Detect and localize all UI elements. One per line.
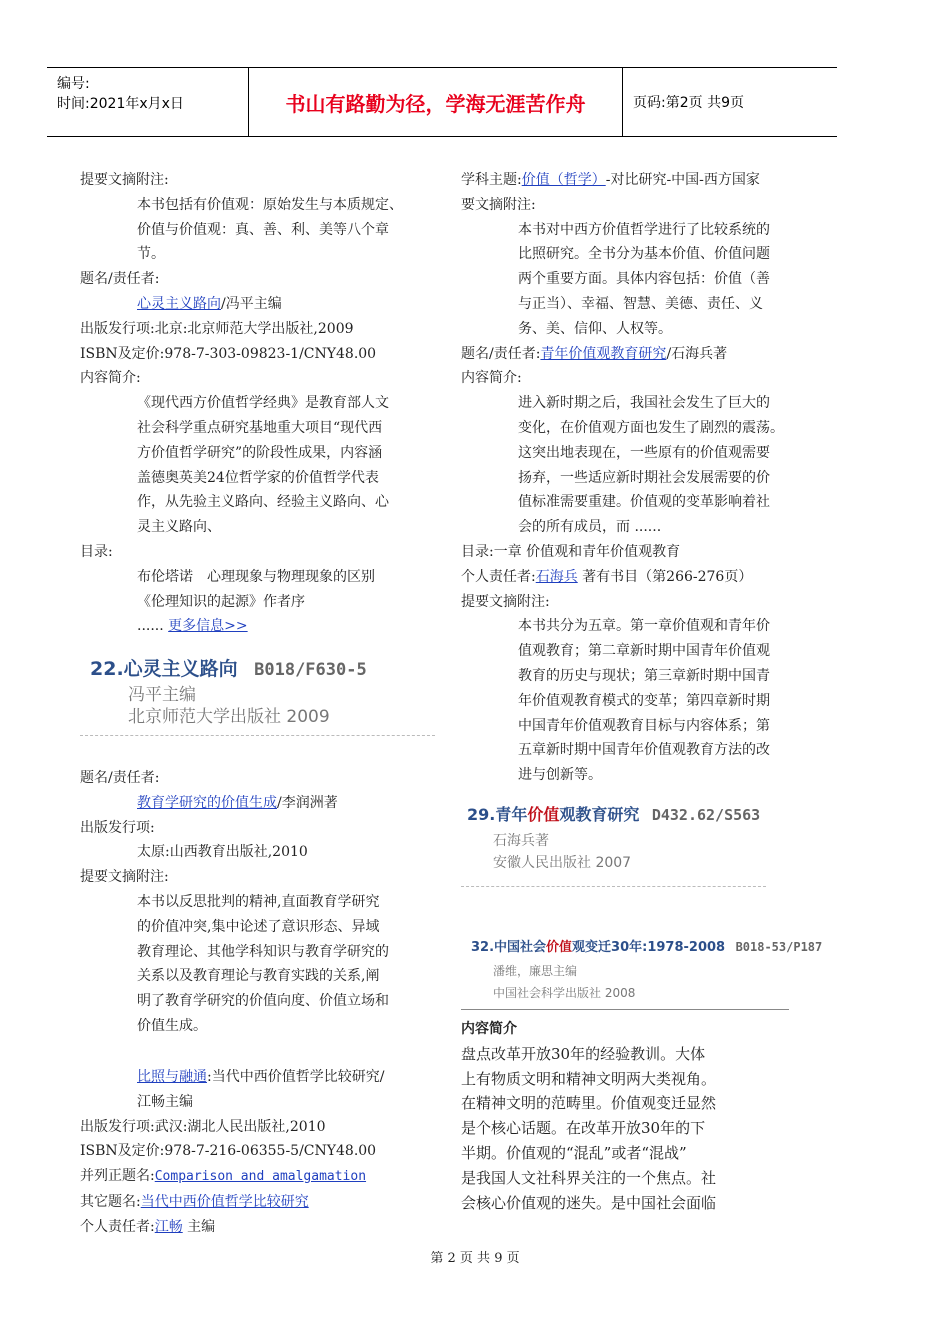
banner-author: 潘维，廉思主编 — [493, 964, 578, 978]
more-line — [80, 614, 450, 639]
text-span: 32.中国社会 — [471, 940, 547, 955]
page-number-label: 页码:第2页 共9页 — [633, 95, 744, 111]
text-line: 盘点改革开放30年的经验教训。大体 — [461, 1044, 706, 1063]
text-span: 价值 — [546, 940, 573, 955]
text-line: 题名/责任者: — [80, 271, 160, 288]
text-line: 目录:一章 价值观和青年价值观教育 — [461, 543, 681, 560]
book-title-link[interactable]: 青年价值观教育研究 — [540, 345, 667, 362]
text-line: 《现代西方价值哲学经典》是教育部人文 — [137, 395, 389, 412]
text-line: 社会科学重点研究基地重大项目“现代西 — [137, 419, 383, 436]
title-line — [80, 1065, 450, 1090]
text-span: 观教育研究 — [559, 805, 640, 824]
header-meta — [57, 74, 247, 114]
divider — [80, 735, 435, 736]
parallel-title-link[interactable]: Comparison and amalgamation — [154, 1169, 367, 1185]
text-span: 著有书目（第266-276页） — [577, 568, 753, 585]
right-column-intro — [461, 1017, 751, 1215]
text-line: 节。 — [137, 246, 165, 263]
text-line: 关系以及教育理论与教育实践的关系,阐 — [137, 968, 380, 985]
text-line: 出版发行项:北京:北京师范大学出版社,2009 — [80, 320, 354, 337]
page-footer: 第 2 页 共 9 页 — [430, 1251, 520, 1266]
text-line: 比照研究。全书分为基本价值、价值问题 — [518, 246, 770, 263]
text-line: 是个核心话题。在改革开放30年的下 — [461, 1119, 706, 1138]
text-line: 值标准需要重建。价值观的变革影响着社 — [518, 494, 770, 511]
book-title-link[interactable]: 教育学研究的价值生成 — [137, 794, 277, 811]
text-line: 《伦理知识的起源》作者序 — [137, 593, 305, 610]
text-span: /李润洲著 — [277, 794, 338, 811]
subject-link[interactable]: 价值（哲学） — [521, 172, 606, 188]
text-line: 的价值冲突,集中论述了意识形态、异域 — [137, 918, 380, 935]
book-banner — [461, 798, 771, 878]
text-line: 提要文摘附注: — [80, 172, 169, 188]
text-line: 变化，在价值观方面也发生了剧烈的震荡。 — [518, 419, 784, 436]
text-line: ISBN及定价:978-7-216-06355-5/CNY48.00 — [80, 1143, 377, 1160]
number-label: 编号: — [57, 76, 90, 92]
author-line — [80, 1215, 450, 1240]
text-line: 布伦塔诺 心理现象与物理现象的区别 — [137, 568, 375, 585]
text-span: /石海兵著 — [666, 345, 728, 362]
title-line — [461, 342, 836, 367]
text-line: 是我国人文社科界关注的一个焦点。社 — [461, 1168, 717, 1187]
text-line: 作，从先验主义路向、经验主义路向、心 — [137, 494, 389, 511]
text-line: 值观教育；第二章新时期中国青年价值观 — [518, 643, 770, 660]
time-label: 时间:2021年x月x日 — [57, 96, 184, 112]
text-line: 教育的历史与现状；第三章新时期中国青 — [518, 667, 770, 684]
left-column-bottom — [80, 1065, 450, 1240]
text-line: 提要文摘附注: — [461, 593, 550, 610]
book-banner — [461, 932, 823, 1012]
text-line: 明了教育学研究的价值向度、价值立场和 — [137, 993, 389, 1010]
text-line: 提要文摘附注: — [80, 869, 169, 886]
text-line: 价值生成。 — [137, 1017, 207, 1034]
author-link[interactable]: 江畅 — [154, 1218, 183, 1235]
header-divider — [622, 68, 623, 136]
text-span: :当代中西价值哲学比较研究/ — [207, 1069, 385, 1085]
text-line: 本书以反思批判的精神,直面教育学研究 — [137, 893, 380, 910]
text-span: ...... — [137, 618, 164, 635]
text-line: 本书对中西方价值哲学进行了比较系统的 — [518, 221, 770, 238]
other-title-line — [80, 1190, 450, 1215]
text-line: 扬弃，一些适应新时期社会发展需要的价 — [518, 469, 770, 486]
text-line: 盖德奥英美24位哲学家的价值哲学代表 — [137, 469, 379, 486]
text-line: 要文摘附注: — [461, 196, 536, 213]
text-span: -对比研究-中国-西方国家 — [605, 172, 760, 188]
text-span: 观变迁30年:1978-2008 — [572, 940, 726, 955]
banner-publisher: 中国社会科学出版社 2008 — [493, 986, 636, 1000]
text-line: 半期。价值观的“混乱”或者“混战” — [461, 1143, 687, 1162]
text-span: 题名/责任者: — [461, 345, 541, 362]
text-line: 会的所有成员，而 ...... — [518, 519, 662, 536]
author-link[interactable]: 石海兵 — [535, 568, 578, 585]
text-span: 其它题名: — [80, 1193, 141, 1210]
text-line: 太原:山西教育出版社,2010 — [137, 844, 308, 861]
banner-author: 石海兵著 — [493, 833, 549, 849]
text-line: ISBN及定价:978-7-303-09823-1/CNY48.00 — [80, 345, 377, 362]
book-title-link[interactable]: 心灵主义路向 — [137, 295, 221, 312]
text-line: 本书共分为五章。第一章价值观和青年价 — [518, 618, 770, 635]
text-line: 中国青年价值观教育目标与内容体系；第 — [518, 717, 770, 734]
banner-code: B018/F630-5 — [254, 660, 367, 680]
text-line: 五章新时期中国青年价值观教育方法的改 — [518, 742, 770, 759]
text-line: 上有物质文明和精神文明两大类视角。 — [461, 1069, 717, 1088]
text-line: 出版发行项:武汉:湖北人民出版社,2010 — [80, 1118, 326, 1135]
author-line — [461, 565, 836, 590]
subject-line — [461, 168, 836, 193]
text-span: 并列正题名: — [80, 1168, 155, 1185]
text-line: 年价值观教育模式的变革；第四章新时期 — [518, 692, 770, 709]
text-span: 29.青年 — [467, 805, 528, 824]
text-line: 与正当）、幸福、智慧、美德、责任、义 — [518, 295, 763, 312]
banner-title — [467, 805, 639, 824]
intro-heading: 内容简介 — [461, 1021, 517, 1037]
banner-code: D432.62/S563 — [651, 806, 761, 824]
right-column-top — [461, 168, 836, 788]
banner-code: B018-53/P187 — [735, 940, 823, 954]
left-column-top — [80, 168, 450, 639]
other-title-link[interactable]: 当代中西价值哲学比较研究 — [140, 1193, 309, 1210]
banner-publisher: 北京师范大学出版社 2009 — [128, 707, 330, 727]
text-span: 价值 — [527, 805, 560, 824]
book-title-link[interactable]: 比照与融通 — [137, 1069, 207, 1085]
text-line: 两个重要方面。具体内容包括：价值（善 — [518, 271, 770, 288]
text-line: 江畅主编 — [137, 1093, 193, 1110]
banner-title-row — [471, 936, 822, 955]
banner-title-row — [90, 654, 367, 681]
book-banner — [80, 650, 435, 727]
text-span: 个人责任者: — [461, 568, 536, 585]
divider — [461, 1009, 789, 1010]
parallel-title-line — [80, 1164, 450, 1190]
text-span: 学科主题: — [461, 172, 522, 188]
banner-title — [471, 940, 725, 955]
text-span: /冯平主编 — [221, 295, 282, 312]
text-line: 目录: — [80, 543, 113, 560]
text-line: 内容简介: — [461, 370, 522, 387]
divider — [461, 886, 766, 887]
text-line: 出版发行项: — [80, 819, 155, 836]
text-line: 本书包括有价值观：原始发生与本质规定、 — [137, 196, 403, 213]
title-line — [80, 791, 450, 816]
text-line: 进入新时期之后，我国社会发生了巨大的 — [518, 395, 770, 412]
banner-title: 22.心灵主义路向 — [90, 658, 238, 680]
more-info-link[interactable]: 更多信息>> — [168, 618, 248, 635]
text-line: 在精神文明的范畴里。价值观变迁显然 — [461, 1094, 717, 1113]
text-span: 主编 — [182, 1218, 216, 1235]
text-span: 个人责任者: — [80, 1218, 155, 1235]
page-header — [47, 67, 837, 137]
motto: 书山有路勤为径，学海无涯苦作舟 — [285, 91, 586, 116]
text-line: 题名/责任者: — [80, 770, 160, 786]
text-line: 这突出地表现在，一些原有的价值观需要 — [518, 444, 770, 461]
text-line: 进与创新等。 — [518, 767, 602, 784]
banner-author: 冯平主编 — [128, 685, 196, 705]
text-line: 内容简介: — [80, 370, 141, 387]
text-line: 灵主义路向、 — [137, 519, 221, 536]
text-line: 方价值哲学研究”的阶段性成果，内容涵 — [137, 444, 383, 461]
text-line: 价值与价值观：真、善、利、美等八个章 — [137, 221, 389, 238]
text-line: 教育理论、其他学科知识与教育学研究的 — [137, 943, 389, 960]
title-line — [80, 292, 450, 317]
left-column-middle — [80, 766, 450, 1039]
text-line: 务、美、信仰、人权等。 — [518, 320, 672, 337]
banner-title-row — [467, 802, 760, 825]
text-line: 会核心价值观的迷失。是中国社会面临 — [461, 1193, 717, 1212]
banner-publisher: 安徽人民出版社 2007 — [493, 855, 632, 871]
